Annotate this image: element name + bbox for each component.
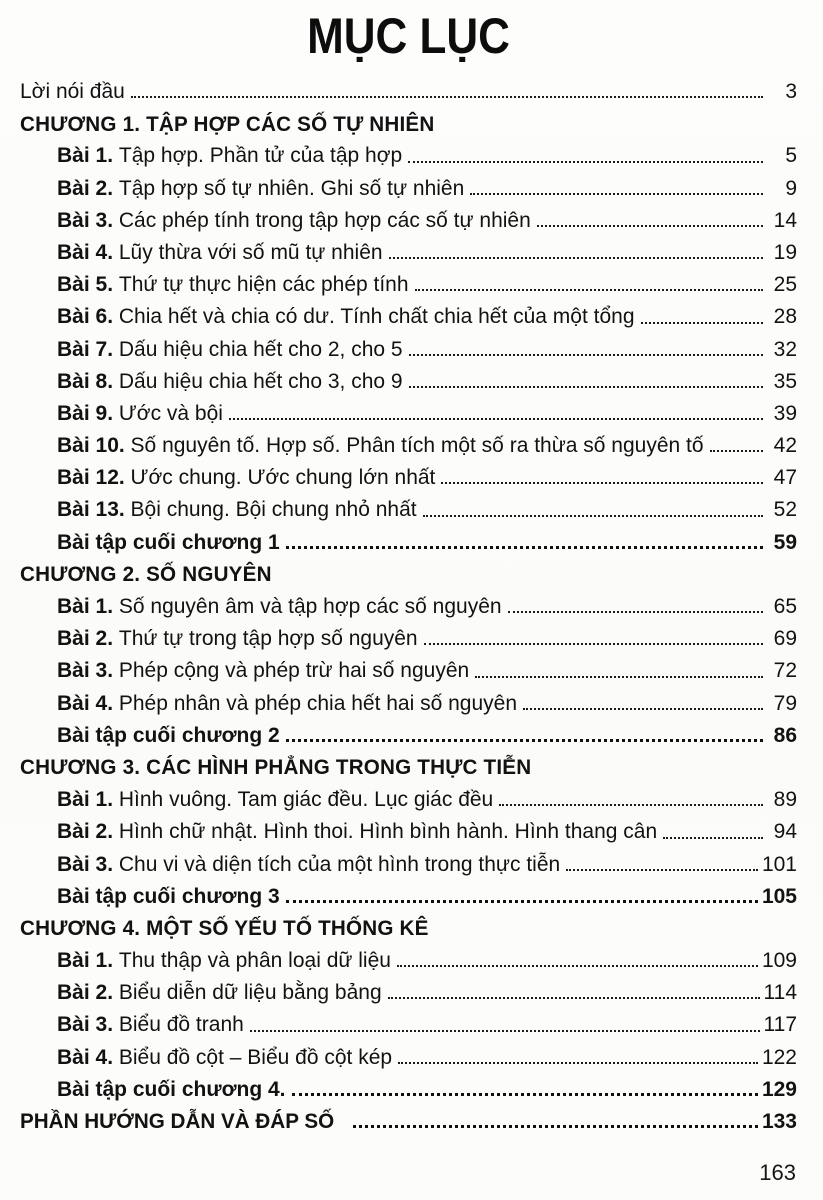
toc-entry-label: Bài 3. Phép cộng và phép trừ hai số nguyên [57, 659, 470, 683]
toc-entry [20, 265, 797, 297]
toc-entry-prefix: Bài 1. [57, 788, 119, 812]
toc-entry-label: Bài 3. Biểu đồ tranh [57, 1013, 244, 1037]
dot-leader [641, 322, 763, 324]
toc-entry-prefix: Bài 2. [57, 627, 119, 651]
dot-leader [710, 450, 763, 452]
toc-chapter-heading [20, 748, 797, 780]
toc-entry-page: 105 [761, 884, 797, 908]
dot-leader [398, 1062, 758, 1064]
toc-entry-page: 65 [773, 595, 797, 619]
toc-entry-label: Lời nói đầu [20, 80, 125, 104]
toc-entry [20, 684, 797, 716]
dot-leader [475, 676, 763, 678]
toc-entry [20, 780, 797, 812]
toc-entry-page: 133 [761, 1110, 797, 1134]
dot-leader [423, 515, 763, 517]
toc-entry-label: Bài 2. Thứ tự trong tập hợp số nguyên [57, 627, 418, 651]
toc-entry [20, 941, 797, 973]
toc-entry-label: Bài 4. Phép nhân và phép chia hết hai số nguyên [57, 691, 518, 715]
toc-entry [20, 812, 797, 844]
toc-entry-label: Bài 8. Dấu hiệu chia hết cho 3, cho 9 [57, 369, 403, 393]
toc-entry-prefix: Bài 4. [57, 1045, 119, 1069]
toc-entry-prefix: Bài 1. [57, 144, 119, 168]
toc-entry-prefix: Bài 4. [57, 240, 119, 264]
dot-leader [523, 708, 763, 710]
toc-entry-prefix: Bài 3. [57, 208, 119, 232]
toc-entry [20, 877, 797, 909]
toc-entry-label: Bài 7. Dấu hiệu chia hết cho 2, cho 5 [57, 337, 403, 361]
toc-entry [20, 458, 797, 490]
toc-entry-page: 32 [773, 337, 797, 361]
toc-entry-label: Bài 1. Số nguyên âm và tập hợp các số nguyên [57, 595, 502, 619]
toc-entry-label: Bài tập cuối chương 2 [57, 723, 280, 747]
toc-entry-prefix: Bài 3. [57, 852, 119, 876]
toc-entry-prefix: Bài 3. [57, 659, 119, 683]
toc-entry [20, 1070, 797, 1102]
toc-entry-label: Bài 3. Chu vi và diện tích của một hình trong thực tiễn [57, 852, 561, 876]
toc-entry-page: 69 [773, 627, 797, 651]
toc-entry-prefix: Bài 12. [57, 466, 131, 490]
dot-leader [229, 418, 763, 420]
toc-entry-page: 5 [785, 144, 797, 168]
toc-entry-label: Bài 2. Biểu diễn dữ liệu bằng bảng [57, 981, 382, 1005]
toc-entry [20, 716, 797, 748]
toc-entry-page: 101 [761, 852, 797, 876]
toc-entry-page: 9 [785, 176, 797, 200]
toc-entry-page: 3 [785, 80, 797, 104]
toc-entry-label: Bài 5. Thứ tự thực hiện các phép tính [57, 273, 409, 297]
toc-entry-label: Bài 6. Chia hết và chia có dư. Tính chất chia hết của một tổng [57, 305, 635, 329]
toc-entry-label: Bài 2. Tập hợp số tự nhiên. Ghi số tự nhiên [57, 176, 465, 200]
dot-leader [397, 965, 758, 967]
toc-entry [20, 330, 797, 362]
toc-entry-page: 28 [773, 305, 797, 329]
dot-leader [663, 837, 763, 839]
toc-entry [20, 201, 797, 233]
toc-entry [20, 973, 797, 1005]
toc-entry-page: 47 [773, 466, 797, 490]
dot-leader [353, 1125, 758, 1128]
toc-entry-label: Bài 9. Ước và bội [57, 401, 223, 425]
toc-entry-label: Bài 10. Số nguyên tố. Hợp số. Phân tích một số ra thừa số nguyên tố [57, 434, 704, 458]
folio-page-number: 163 [759, 1160, 796, 1185]
page-title: MỤC LỤC [307, 8, 510, 64]
toc-entry-label: Bài 1. Hình vuông. Tam giác đều. Lục giác đều [57, 788, 494, 812]
toc-entry [20, 490, 797, 522]
dot-leader [286, 546, 763, 549]
toc-entry-label: Bài 3. Các phép tính trong tập hợp các số tự nhiên [57, 208, 531, 232]
dot-leader [286, 900, 758, 903]
dot-leader [566, 869, 758, 871]
toc-entry-page: 114 [763, 981, 797, 1005]
toc-entry [20, 845, 797, 877]
toc-chapter-heading [20, 104, 797, 136]
dot-leader [388, 997, 760, 999]
dot-leader [409, 386, 763, 388]
toc-entry-page: 129 [761, 1077, 797, 1101]
toc-entry-page: 39 [773, 401, 797, 425]
toc-entry-page: 14 [773, 208, 797, 232]
dot-leader [292, 1093, 758, 1096]
dot-leader [424, 643, 763, 645]
toc-entry [20, 394, 797, 426]
toc-entry-label: Bài 1. Thu thập và phân loại dữ liệu [57, 949, 391, 973]
toc-entry [20, 1005, 797, 1037]
dot-leader [415, 289, 763, 291]
toc-entry-prefix: Bài 2. [57, 981, 119, 1005]
toc-entry-prefix: Bài 10. [57, 434, 131, 458]
toc-entry-page: 42 [773, 434, 797, 458]
toc-entry-prefix: Bài 2. [57, 176, 119, 200]
toc-entry [20, 72, 797, 104]
toc-entry [20, 136, 797, 168]
toc-entry-label: Bài 4. Lũy thừa với số mũ tự nhiên [57, 240, 383, 264]
toc-chapter-heading [20, 555, 797, 587]
dot-leader [286, 739, 763, 742]
toc-entry-page: 35 [773, 369, 797, 393]
toc-entry [20, 233, 797, 265]
toc-entry [20, 1102, 797, 1134]
dot-leader [250, 1030, 760, 1032]
toc-entry-label: Bài 2. Hình chữ nhật. Hình thoi. Hình bình hành. Hình thang cân [57, 820, 658, 844]
toc-entry-prefix: Bài 6. [57, 305, 119, 329]
toc-entry [20, 523, 797, 555]
toc-entry-label: Bài 12. Ước chung. Ước chung lớn nhất [57, 466, 436, 490]
toc-entry [20, 587, 797, 619]
toc-entry-label: CHƯƠNG 3. CÁC HÌNH PHẲNG TRONG THỰC TIỄN [20, 755, 532, 780]
toc-entry [20, 426, 797, 458]
toc-entry-page: 89 [773, 788, 797, 812]
toc-entry-label: CHƯƠNG 4. MỘT SỐ YẾU TỐ THỐNG KÊ [20, 916, 429, 941]
toc-entry-prefix: Bài 1. [57, 595, 119, 619]
toc-entry-page: 59 [773, 530, 797, 554]
toc-entry-label: Bài tập cuối chương 1 [57, 530, 280, 554]
toc-entry-page: 72 [773, 659, 797, 683]
toc-entry [20, 169, 797, 201]
dot-leader [131, 96, 763, 98]
toc-entry-label: CHƯƠNG 1. TẬP HỢP CÁC SỐ TỰ NHIÊN [20, 111, 435, 136]
toc-entry-prefix: Bài 2. [57, 820, 119, 844]
toc-entry-label: CHƯƠNG 2. SỐ NGUYÊN [20, 562, 272, 587]
toc-entry-prefix: Bài 7. [57, 337, 119, 361]
dot-leader [470, 193, 763, 195]
toc-entry-page: 52 [773, 498, 797, 522]
dot-leader [409, 354, 763, 356]
dot-leader [508, 611, 763, 613]
dot-leader [499, 804, 763, 806]
toc-entry [20, 619, 797, 651]
toc-entry-label: PHẦN HƯỚNG DẪN VÀ ĐÁP SỐ [20, 1109, 335, 1134]
toc-entry-page: 86 [773, 723, 797, 747]
toc-entry-prefix: Bài 8. [57, 369, 119, 393]
toc-entry-prefix: Bài 9. [57, 401, 119, 425]
toc-entry-prefix: Bài 4. [57, 691, 119, 715]
toc-entry-prefix: Bài 1. [57, 949, 119, 973]
toc-entry-page: 122 [761, 1045, 797, 1069]
toc-entry [20, 651, 797, 683]
toc-chapter-heading [20, 909, 797, 941]
toc-entry [20, 362, 797, 394]
toc-entry-label: Bài 13. Bội chung. Bội chung nhỏ nhất [57, 498, 417, 522]
toc-entry-page: 109 [761, 949, 797, 973]
toc-entry-label: Bài 1. Tập hợp. Phần tử của tập hợp [57, 144, 403, 168]
toc-entry-page: 79 [773, 691, 797, 715]
toc-entry-page: 117 [763, 1013, 797, 1037]
toc-entry-page: 94 [773, 820, 797, 844]
dot-leader [389, 257, 763, 259]
toc-entry-prefix: Bài 13. [57, 498, 131, 522]
toc-list [20, 72, 797, 1134]
dot-leader [441, 482, 763, 484]
toc-entry-label: Bài tập cuối chương 3 [57, 884, 280, 908]
toc-entry-label: Bài tập cuối chương 4. [57, 1077, 286, 1101]
toc-entry-prefix: Bài 5. [57, 273, 119, 297]
toc-entry-prefix: Bài 3. [57, 1013, 119, 1037]
dot-leader [537, 225, 763, 227]
toc-entry [20, 1038, 797, 1070]
toc-entry-label: Bài 4. Biểu đồ cột – Biểu đồ cột kép [57, 1045, 393, 1069]
toc-entry-page: 19 [773, 240, 797, 264]
toc-entry [20, 297, 797, 329]
toc-entry-page: 25 [773, 273, 797, 297]
dot-leader [408, 161, 763, 163]
